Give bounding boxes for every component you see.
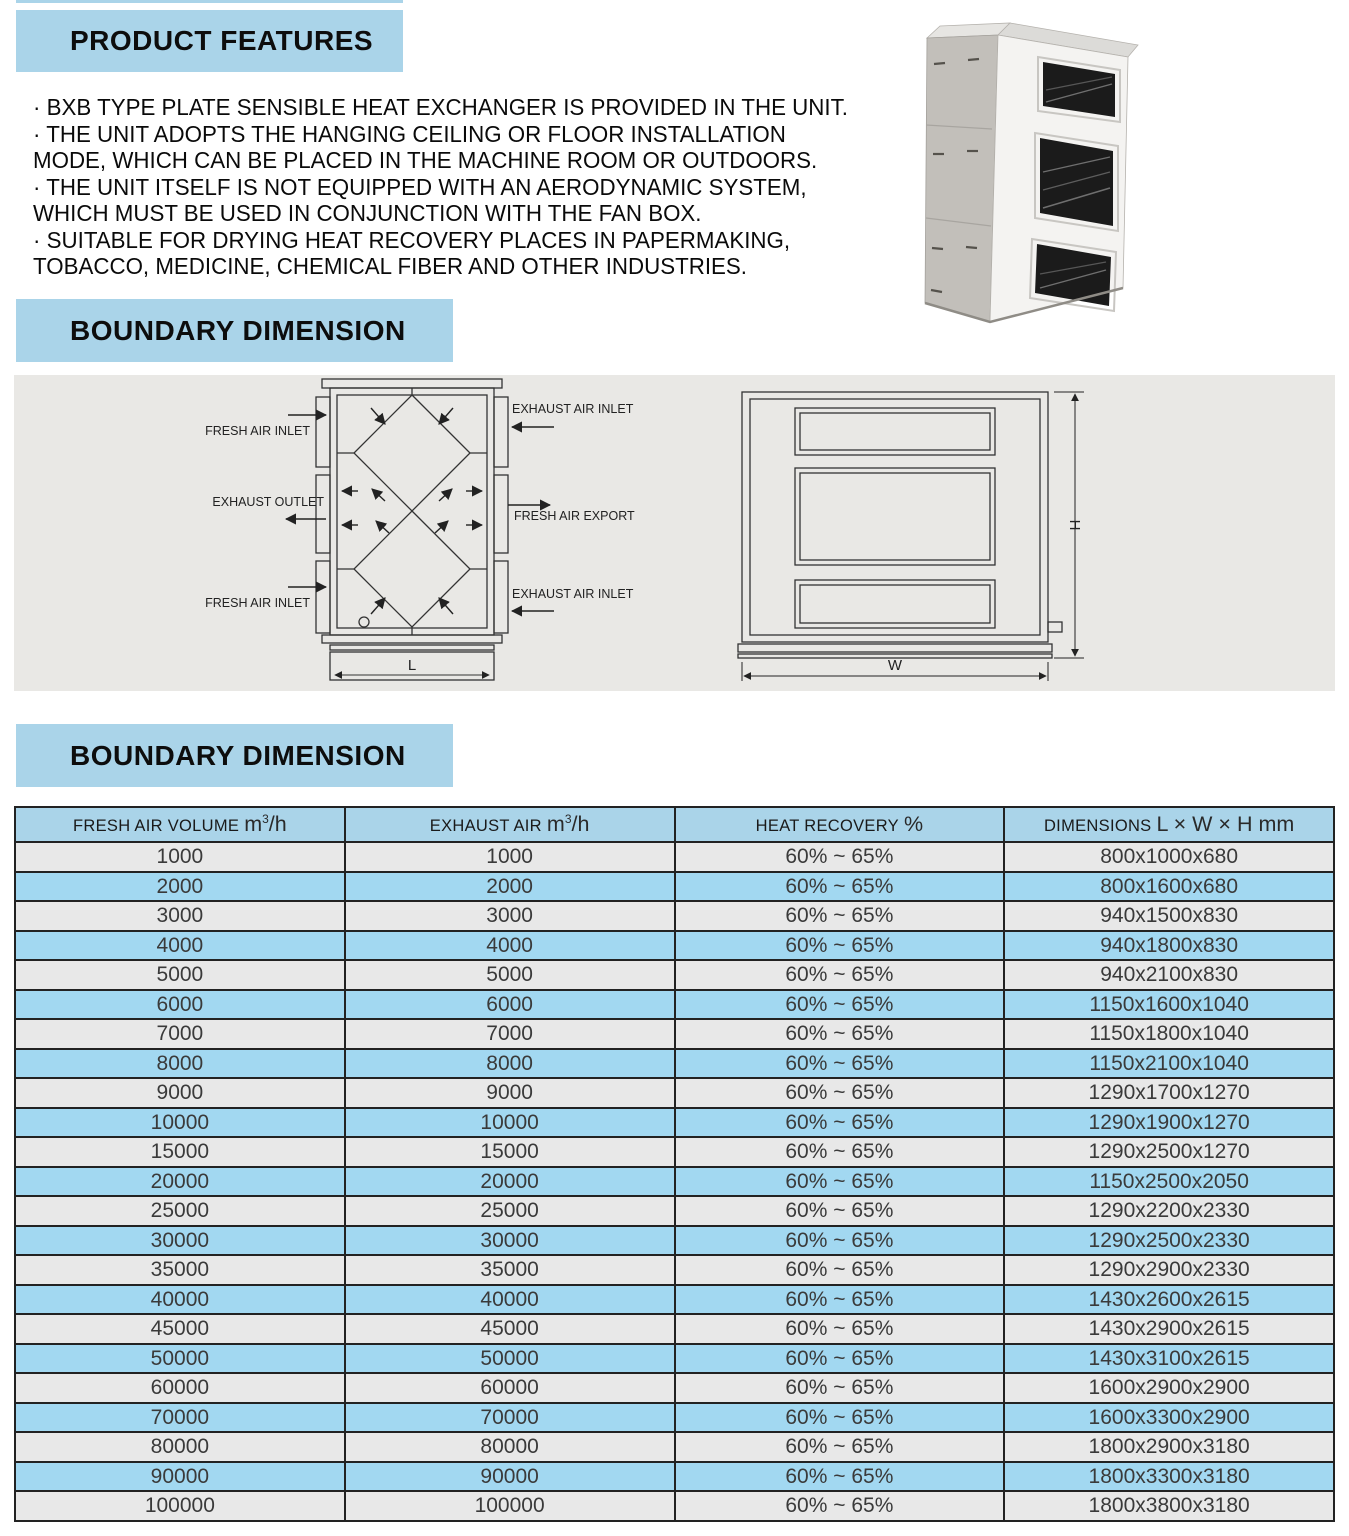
table-cell: 45000 (345, 1314, 675, 1344)
table-row (15, 901, 1334, 931)
table-cell: 1150x1800x1040 (1004, 1019, 1334, 1049)
table-row (15, 842, 1334, 872)
table-cell: 1430x2600x2615 (1004, 1285, 1334, 1315)
table-cell: 30000 (345, 1226, 675, 1256)
table-cell: 60% ~ 65% (675, 1255, 1005, 1285)
table-cell: 60% ~ 65% (675, 1108, 1005, 1138)
section-header-product-features (16, 10, 403, 72)
col-header-exhaust-air (345, 807, 675, 842)
section-title: PRODUCT FEATURES (70, 25, 374, 56)
feature-line: · THE UNIT ITSELF IS NOT EQUIPPED WITH AN AERODYNAMIC SYSTEM, (33, 173, 807, 200)
table-cell: 2000 (345, 872, 675, 902)
table-row (15, 872, 1334, 902)
table-row (15, 1462, 1334, 1492)
table-cell: 1800x3800x3180 (1004, 1491, 1334, 1521)
table-row (15, 1432, 1334, 1462)
col-header-label: FRESH AIR VOLUME (73, 817, 240, 835)
table-row (15, 931, 1334, 961)
col-header-unit: L × W × H mm (1156, 812, 1295, 836)
table-cell: 1430x2900x2615 (1004, 1314, 1334, 1344)
dimension-lines (742, 392, 1084, 681)
label-exhaust-outlet: EXHAUST OUTLET (212, 495, 324, 509)
dimension-table-body (15, 842, 1334, 1521)
table-cell: 1600x2900x2900 (1004, 1373, 1334, 1403)
table-row (15, 1226, 1334, 1256)
label-exhaust-air-inlet-top: EXHAUST AIR INLET (512, 402, 634, 416)
section-header-boundary-dimension-2 (16, 724, 453, 787)
label-fresh-air-inlet-top: FRESH AIR INLET (205, 424, 310, 438)
table-row (15, 1167, 1334, 1197)
table-row (15, 1314, 1334, 1344)
table-row (15, 960, 1334, 990)
table-cell: 1150x2500x2050 (1004, 1167, 1334, 1197)
product-photo (900, 22, 1152, 332)
table-cell: 60% ~ 65% (675, 1196, 1005, 1226)
col-header-heat-recovery (675, 807, 1005, 842)
table-cell: 60% ~ 65% (675, 1403, 1005, 1433)
product-features-text (33, 94, 893, 280)
unit-front-view (738, 392, 1062, 658)
feature-line: · BXB TYPE PLATE SENSIBLE HEAT EXCHANGER IS PROVIDED IN THE UNIT. (33, 94, 848, 120)
table-cell: 100000 (15, 1491, 345, 1521)
table-cell: 8000 (345, 1049, 675, 1079)
col-header-label: DIMENSIONS (1043, 817, 1152, 835)
section-title: BOUNDARY DIMENSION (70, 314, 406, 346)
label-fresh-air-export: FRESH AIR EXPORT (514, 509, 635, 523)
table-cell: 2000 (15, 872, 345, 902)
feature-line: · SUITABLE FOR DRYING HEAT RECOVERY PLACES IN PAPERMAKING, (33, 226, 791, 253)
table-cell: 60% ~ 65% (675, 1167, 1005, 1197)
table-cell: 1800x3300x3180 (1004, 1462, 1334, 1492)
table-row (15, 1255, 1334, 1285)
table-row (15, 1108, 1334, 1138)
table-row (15, 990, 1334, 1020)
table-cell: 7000 (345, 1019, 675, 1049)
unit-schematic-view (316, 379, 508, 680)
table-row (15, 1049, 1334, 1079)
table-cell: 10000 (15, 1108, 345, 1138)
col-header-fresh-air-volume (15, 807, 345, 842)
table-cell: 60% ~ 65% (675, 1078, 1005, 1108)
table-cell: 4000 (15, 931, 345, 961)
table-row (15, 1373, 1334, 1403)
table-cell: 70000 (15, 1403, 345, 1433)
dim-label-w: W (887, 657, 903, 674)
dimension-drawings (14, 375, 1335, 691)
table-cell: 9000 (15, 1078, 345, 1108)
dim-label-l: L (407, 657, 417, 674)
table-cell: 1290x1900x1270 (1004, 1108, 1334, 1138)
dim-label-h: H (1066, 519, 1083, 531)
table-cell: 90000 (15, 1462, 345, 1492)
table-cell: 30000 (15, 1226, 345, 1256)
table-cell: 1800x2900x3180 (1004, 1432, 1334, 1462)
table-row (15, 1078, 1334, 1108)
table-cell: 60% ~ 65% (675, 1314, 1005, 1344)
table-cell: 50000 (15, 1344, 345, 1374)
table-cell: 6000 (15, 990, 345, 1020)
table-cell: 3000 (15, 901, 345, 931)
table-cell: 100000 (345, 1491, 675, 1521)
table-cell: 8000 (15, 1049, 345, 1079)
top-blue-sliver (16, 0, 403, 3)
table-cell: 9000 (345, 1078, 675, 1108)
table-cell: 5000 (345, 960, 675, 990)
table-cell: 15000 (15, 1137, 345, 1167)
table-cell: 60% ~ 65% (675, 1373, 1005, 1403)
table-cell: 10000 (345, 1108, 675, 1138)
col-header-label: EXHAUST AIR (429, 817, 542, 835)
table-cell: 7000 (15, 1019, 345, 1049)
table-cell: 60% ~ 65% (675, 931, 1005, 961)
table-row (15, 1403, 1334, 1433)
table-cell: 80000 (345, 1432, 675, 1462)
table-cell: 35000 (15, 1255, 345, 1285)
col-header-label: HEAT RECOVERY (755, 817, 899, 835)
table-cell: 60% ~ 65% (675, 1491, 1005, 1521)
table-cell: 20000 (345, 1167, 675, 1197)
unit-side-face (925, 35, 998, 322)
table-cell: 1290x1700x1270 (1004, 1078, 1334, 1108)
col-header-dimensions (1004, 807, 1334, 842)
table-cell: 3000 (345, 901, 675, 931)
table-cell: 60% ~ 65% (675, 842, 1005, 872)
table-cell: 90000 (345, 1462, 675, 1492)
table-row (15, 1285, 1334, 1315)
table-cell: 4000 (345, 931, 675, 961)
table-cell: 1150x2100x1040 (1004, 1049, 1334, 1079)
feature-line: TOBACCO, MEDICINE, CHEMICAL FIBER AND OTHER INDUSTRIES. (33, 253, 748, 279)
table-row (15, 1019, 1334, 1049)
table-cell: 25000 (345, 1196, 675, 1226)
table-cell: 60000 (15, 1373, 345, 1403)
table-row (15, 1491, 1334, 1521)
label-exhaust-air-inlet-bottom: EXHAUST AIR INLET (512, 587, 634, 601)
table-cell: 6000 (345, 990, 675, 1020)
feature-line: WHICH MUST BE USED IN CONJUNCTION WITH THE FAN BOX. (33, 200, 702, 226)
table-cell: 1600x3300x2900 (1004, 1403, 1334, 1433)
table-cell: 940x1500x830 (1004, 901, 1334, 931)
table-cell: 60% ~ 65% (675, 872, 1005, 902)
table-cell: 60% ~ 65% (675, 990, 1005, 1020)
table-cell: 800x1600x680 (1004, 872, 1334, 902)
table-row (15, 1196, 1334, 1226)
table-header-row (15, 807, 1334, 842)
feature-line: MODE, WHICH CAN BE PLACED IN THE MACHINE ROOM OR OUTDOORS. (33, 147, 818, 173)
table-cell: 45000 (15, 1314, 345, 1344)
table-cell: 940x1800x830 (1004, 931, 1334, 961)
dimension-table (14, 806, 1335, 1522)
boundary-dimension-diagrams (14, 375, 1335, 691)
table-cell: 20000 (15, 1167, 345, 1197)
table-cell: 800x1000x680 (1004, 842, 1334, 872)
section-header-boundary-dimension-1 (16, 299, 453, 362)
table-cell: 60000 (345, 1373, 675, 1403)
label-fresh-air-inlet-bottom: FRESH AIR INLET (205, 596, 310, 610)
table-cell: 1290x2500x1270 (1004, 1137, 1334, 1167)
table-cell: 60% ~ 65% (675, 1137, 1005, 1167)
table-cell: 1290x2500x2330 (1004, 1226, 1334, 1256)
table-row (15, 1344, 1334, 1374)
table-row (15, 1137, 1334, 1167)
table-cell: 940x2100x830 (1004, 960, 1334, 990)
table-cell: 60% ~ 65% (675, 960, 1005, 990)
feature-line: · THE UNIT ADOPTS THE HANGING CEILING OR FLOOR INSTALLATION (33, 120, 786, 147)
table-cell: 60% ~ 65% (675, 1285, 1005, 1315)
table-cell: 60% ~ 65% (675, 1462, 1005, 1492)
table-cell: 60% ~ 65% (675, 1049, 1005, 1079)
table-cell: 60% ~ 65% (675, 1019, 1005, 1049)
table-cell: 70000 (345, 1403, 675, 1433)
col-header-unit: $m^3/h$ (546, 811, 590, 836)
table-cell: 60% ~ 65% (675, 901, 1005, 931)
table-cell: 1290x2900x2330 (1004, 1255, 1334, 1285)
table-cell: 40000 (15, 1285, 345, 1315)
table-cell: 5000 (15, 960, 345, 990)
table-cell: 50000 (345, 1344, 675, 1374)
table-cell: 1000 (345, 842, 675, 872)
table-cell: 80000 (15, 1432, 345, 1462)
section-title: BOUNDARY DIMENSION (70, 739, 406, 771)
table-cell: 60% ~ 65% (675, 1226, 1005, 1256)
col-header-unit: % (903, 812, 924, 836)
table-cell: 35000 (345, 1255, 675, 1285)
table-cell: 60% ~ 65% (675, 1432, 1005, 1462)
table-cell: 1430x3100x2615 (1004, 1344, 1334, 1374)
table-cell: 1000 (15, 842, 345, 872)
table-cell: 40000 (345, 1285, 675, 1315)
table-cell: 1150x1600x1040 (1004, 990, 1334, 1020)
table-cell: 15000 (345, 1137, 675, 1167)
table-cell: 25000 (15, 1196, 345, 1226)
table-cell: 1290x2200x2330 (1004, 1196, 1334, 1226)
table-cell: 60% ~ 65% (675, 1344, 1005, 1374)
col-header-unit: $m^3/h$ (244, 811, 287, 836)
